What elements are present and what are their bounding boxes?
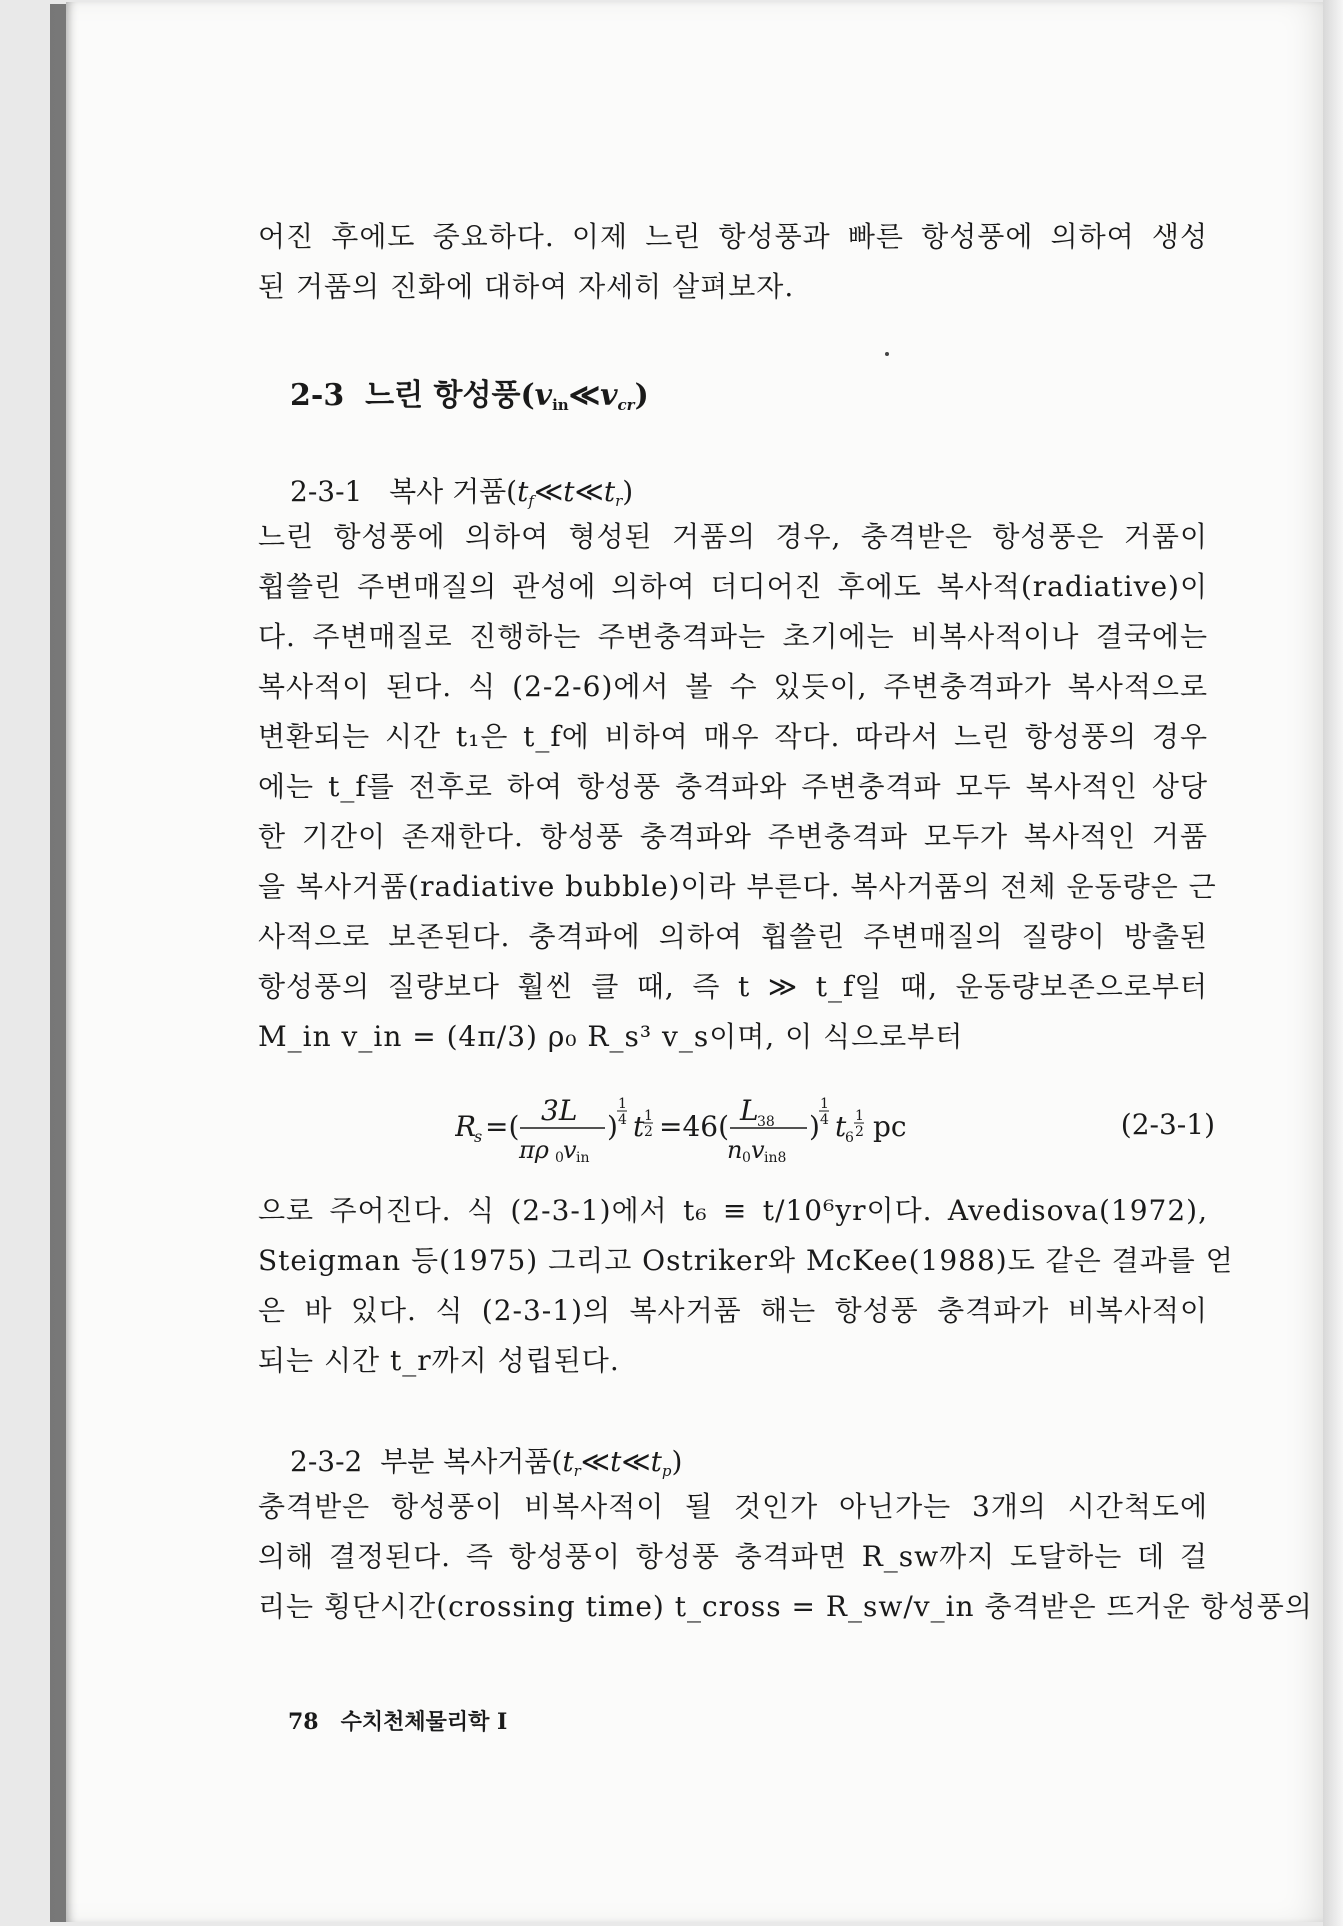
- svg-text:2: 2: [855, 1124, 864, 1140]
- text-line: 느린 항성풍에 의하여 형성된 거품의 경우, 충격받은 항성풍은 거품이: [258, 520, 1208, 553]
- text-line: 되는 시간 t_r까지 성립된다.: [258, 1344, 620, 1377]
- text-line: Steigman 등(1975) 그리고 Ostriker와 McKee(1988)도 같은 결과를 얻: [258, 1244, 1234, 1277]
- page-number: 78: [288, 1709, 319, 1735]
- text-line: 을 복사거품(radiative bubble)이라 부른다. 복사거품의 전체 운동량은 근: [258, 870, 1217, 903]
- text-line: 충격받은 항성풍이 비복사적이 될 것인가 아닌가는 3개의 시간척도에: [258, 1490, 1208, 1523]
- svg-text:0: 0: [742, 1150, 751, 1166]
- text-line: 한 기간이 존재한다. 항성풍 충격파와 주변충격파 모두가 복사적인 거품: [258, 820, 1208, 853]
- svg-text:2: 2: [644, 1124, 653, 1140]
- text-line: 리는 횡단시간(crossing time) t_cross = R_sw/v_in 충격받은 뜨거운 항성풍의: [258, 1590, 1313, 1623]
- text-line: 다. 주변매질로 진행하는 주변충격파는 초기에는 비복사적이나 결국에는: [258, 620, 1208, 653]
- svg-text:in: in: [576, 1150, 590, 1166]
- svg-text:pc: pc: [873, 1110, 907, 1143]
- svg-text:4: 4: [820, 1112, 829, 1128]
- subsection-heading-2: 2-3-2 부분 복사거품$(t_r≪t≪t_p)$: [290, 1445, 683, 1480]
- equation-formula: [455, 1080, 1095, 1170]
- page-footer: [288, 1705, 529, 1736]
- text-line: 된 거품의 진화에 대하여 자세히 살펴보자.: [258, 270, 795, 303]
- equation-number: (2-3-1): [1120, 1108, 1215, 1141]
- text-line: 에는 t_f를 전후로 하여 항성풍 충격파와 주변충격파 모두 복사적인 상당: [258, 770, 1208, 803]
- svg-text:): ): [809, 1110, 820, 1143]
- svg-text:L: L: [740, 1094, 759, 1127]
- svg-text:=(: =(: [485, 1110, 520, 1143]
- intro-paragraph: [258, 212, 1208, 312]
- text-line: 변환되는 시간 t₁은 t_f에 비하여 매우 작다. 따라서 느린 항성풍의 경우: [258, 720, 1208, 753]
- text-line: 휩쓸린 주변매질의 관성에 의하여 더디어진 후에도 복사적(radiative)이: [258, 570, 1208, 603]
- paragraph-partial-radiative: [258, 1482, 1313, 1632]
- svg-text:t: t: [633, 1110, 645, 1143]
- svg-text:38: 38: [757, 1114, 775, 1130]
- paragraph-radiative-bubble: [258, 512, 1217, 1062]
- page-right-edge: [1323, 0, 1343, 1926]
- svg-text:4: 4: [618, 1112, 627, 1128]
- page-speck: [885, 352, 889, 356]
- svg-text:v: v: [563, 1136, 577, 1164]
- svg-text:πρ: πρ: [519, 1136, 549, 1164]
- text-line: 어진 후에도 중요하다. 이제 느린 항성풍과 빠른 항성풍에 의하여 생성: [258, 220, 1208, 253]
- text-line: 은 바 있다. 식 (2-3-1)의 복사거품 해는 항성풍 충격파가 비복사적이: [258, 1294, 1208, 1327]
- svg-text:v: v: [751, 1136, 765, 1164]
- paragraph-equation-followup: [258, 1186, 1234, 1386]
- subsection-heading-1: 2-3-1 복사 거품$(t_f≪t≪t_r)$: [290, 475, 634, 510]
- svg-text:R: R: [455, 1110, 477, 1143]
- text-line: 사적으로 보존된다. 충격파에 의하여 휩쓸린 주변매질의 질량이 방출된: [258, 920, 1208, 953]
- svg-text:s: s: [474, 1127, 483, 1146]
- svg-text:1: 1: [618, 1096, 627, 1112]
- svg-text:n: n: [727, 1136, 743, 1164]
- text-line: 복사적이 된다. 식 (2-2-6)에서 볼 수 있듯이, 주변충격파가 복사적으로: [258, 670, 1208, 703]
- text-line: 의해 결정된다. 즉 항성풍이 항성풍 충격파면 R_sw까지 도달하는 데 걸: [258, 1540, 1208, 1573]
- svg-text:in8: in8: [764, 1150, 787, 1166]
- text-line: M_in v_in = (4π/3) ρ₀ R_s³ v_s이며, 이 식으로부터: [258, 1020, 964, 1053]
- section-heading: 2-3 느린 항성풍$(v_{in}≪v_{cr})$: [290, 378, 649, 414]
- svg-text:6: 6: [845, 1130, 854, 1146]
- svg-text:t: t: [835, 1110, 847, 1143]
- svg-text:1: 1: [820, 1096, 829, 1112]
- svg-text:3L: 3L: [541, 1094, 578, 1127]
- svg-text:0: 0: [555, 1150, 564, 1166]
- svg-text:=46(: =46(: [659, 1110, 730, 1143]
- book-title: 수치천체물리학 I: [340, 1709, 508, 1735]
- svg-text:): ): [607, 1110, 618, 1143]
- svg-text:1: 1: [644, 1108, 653, 1124]
- text-line: 항성풍의 질량보다 훨씬 클 때, 즉 t ≫ t_f일 때, 운동량보존으로부터: [258, 970, 1208, 1003]
- equation-2-3-1: [455, 1080, 1215, 1170]
- svg-text:1: 1: [855, 1108, 864, 1124]
- text-line: 으로 주어진다. 식 (2-3-1)에서 t₆ ≡ t/10⁶yr이다. Avedisova(1972),: [258, 1194, 1208, 1227]
